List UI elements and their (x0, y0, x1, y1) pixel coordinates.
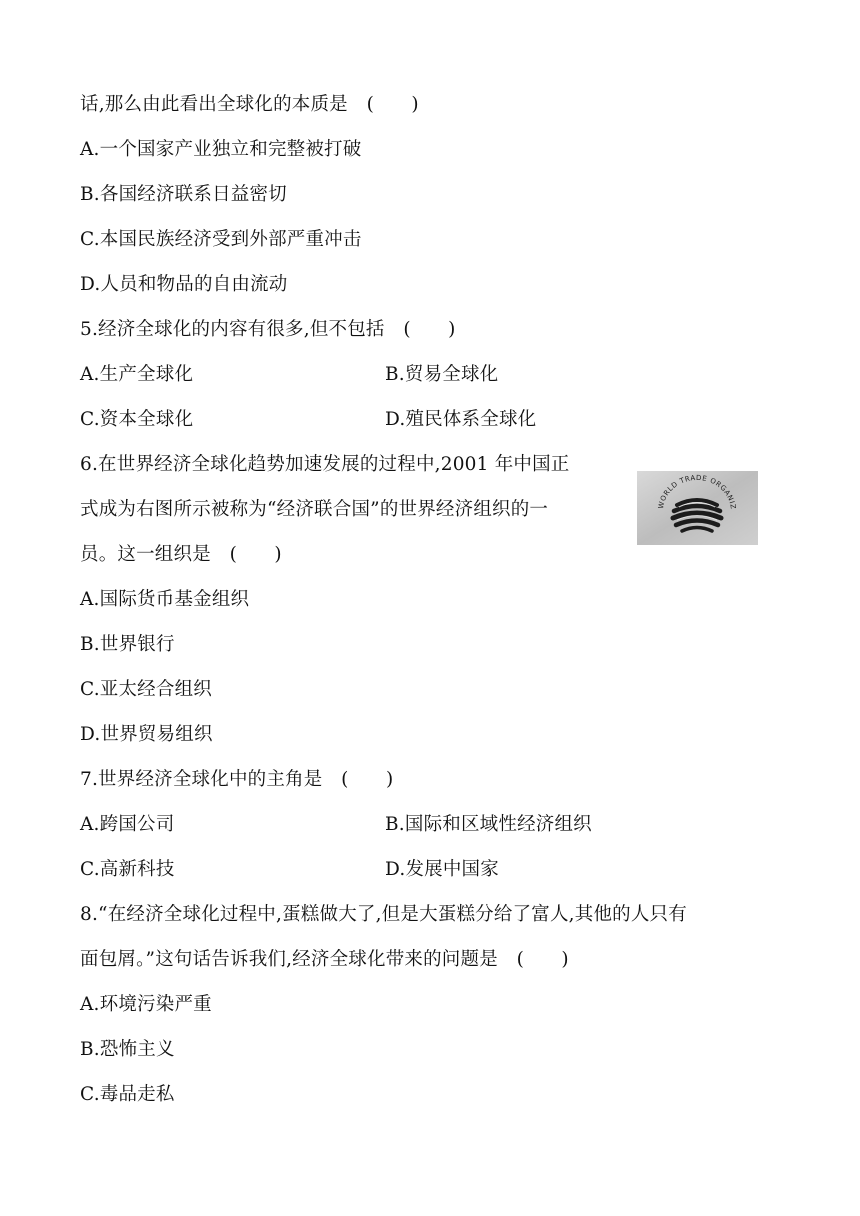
q4-option-a: A.一个国家产业独立和完整被打破 (80, 139, 362, 160)
q7-option-a: A.跨国公司 (80, 814, 175, 835)
q8-stem-line-1: 8.“在经济全球化过程中,蛋糕做大了,但是大蛋糕分给了富人,其他的人只有 (80, 904, 687, 925)
q6-option-b: B.世界银行 (80, 634, 175, 655)
wto-logo-text: WORLD TRADE ORGANIZ (656, 473, 738, 511)
q4-stem-tail: 话,那么由此看出全球化的本质是 ( ) (80, 94, 419, 115)
q6-stem-line-1: 6.在世界经济全球化趋势加速发展的过程中,2001 年中国正 (80, 454, 570, 475)
q5-option-a: A.生产全球化 (80, 364, 194, 385)
q7-option-c: C.高新科技 (80, 859, 175, 880)
q8-option-a: A.环境污染严重 (80, 994, 212, 1015)
q5-stem: 5.经济全球化的内容有很多,但不包括 ( ) (80, 319, 456, 340)
q4-option-b: B.各国经济联系日益密切 (80, 184, 287, 205)
q8-option-c: C.毒品走私 (80, 1084, 175, 1105)
q7-option-b: B.国际和区域性经济组织 (385, 814, 592, 835)
q6-option-c: C.亚太经合组织 (80, 679, 212, 700)
q8-option-b: B.恐怖主义 (80, 1039, 175, 1060)
q5-option-b: B.贸易全球化 (385, 364, 499, 385)
wto-logo-image (637, 471, 758, 545)
q4-option-c: C.本国民族经济受到外部严重冲击 (80, 229, 362, 250)
q7-stem: 7.世界经济全球化中的主角是 ( ) (80, 769, 394, 790)
q6-option-d: D.世界贸易组织 (80, 724, 213, 745)
q4-option-d: D.人员和物品的自由流动 (80, 274, 288, 295)
q6-stem-line-2: 式成为右图所示被称为“经济联合国”的世界经济组织的一 (80, 499, 549, 520)
q6-stem-line-3: 员。这一组织是 ( ) (80, 544, 282, 565)
q5-option-c: C.资本全球化 (80, 409, 194, 430)
q6-option-a: A.国际货币基金组织 (80, 589, 250, 610)
q5-option-d: D.殖民体系全球化 (385, 409, 537, 430)
q7-option-d: D.发展中国家 (385, 859, 499, 880)
q8-stem-line-2: 面包屑。”这句话告诉我们,经济全球化带来的问题是 ( ) (80, 949, 569, 970)
